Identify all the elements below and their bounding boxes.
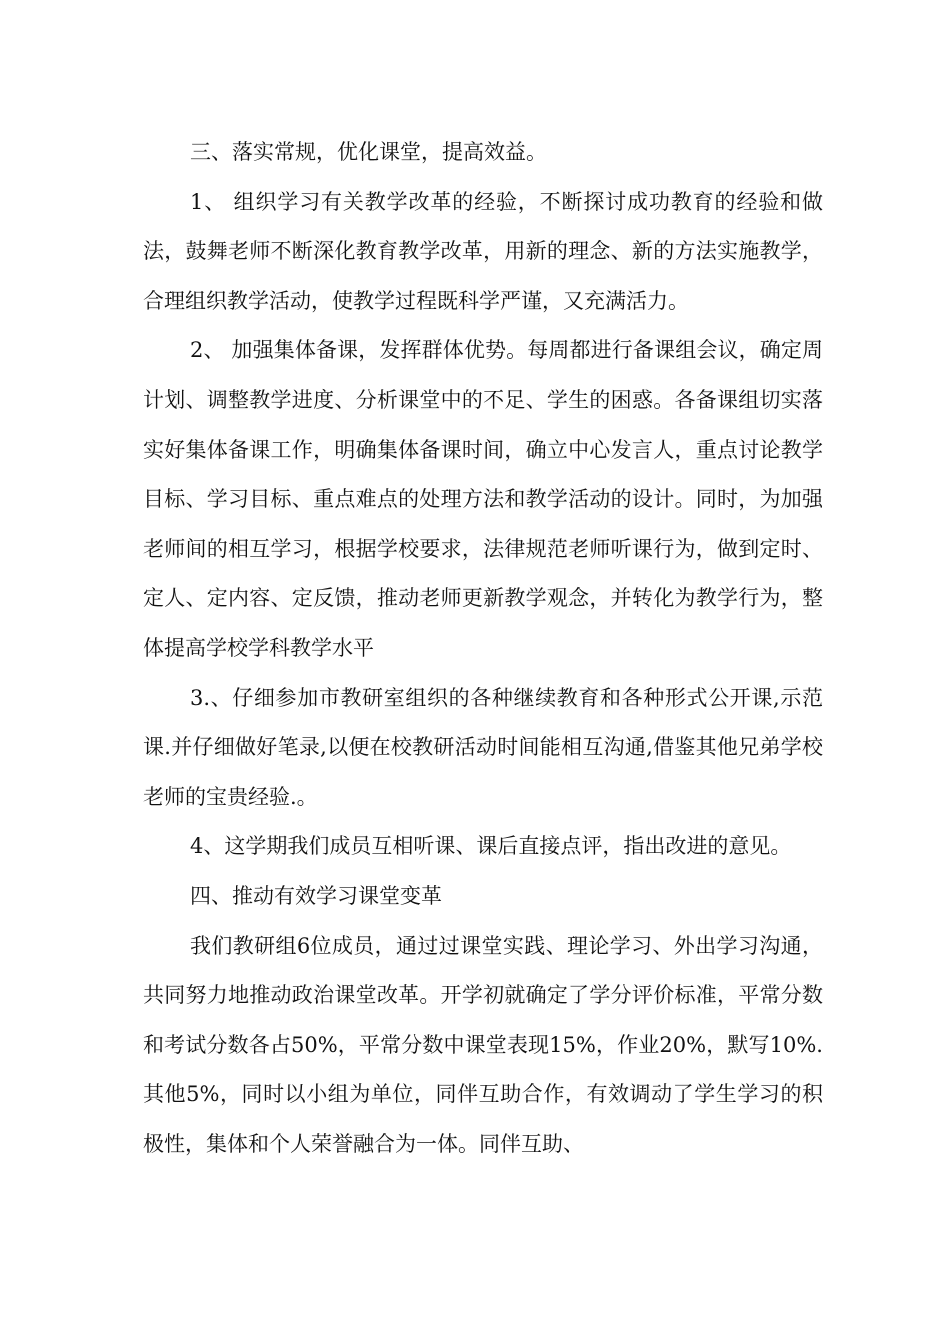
paragraph-item-1: 1、 组织学习有关教学改革的经验，不断探讨成功教育的经验和做法，鼓舞老师不断深化教育教学改革，用新的理念、新的方法实施教学，合理组织教学活动，使教学过程既科学严谨，又充满活力。 — [143, 189, 823, 313]
section-heading-4: 四、推动有效学习课堂变革 — [190, 883, 442, 908]
document-body — [143, 128, 823, 1169]
paragraph-item-3: 3.、仔细参加市教研室组织的各种继续教育和各种形式公开课,示范课.并仔细做好笔录,以便在校教研活动时间能相互沟通,借鉴其他兄弟学校老师的宝贵经验.。 — [143, 685, 823, 809]
paragraph-body: 我们教研组6位成员，通过过课堂实践、理论学习、外出学习沟通，共同努力地推动政治课堂改革。开学初就确定了学分评价标准，平常分数和考试分数各占50%，平常分数中课堂表现15%，作业20%，默写10%.其他5%，同时以小组为单位，同伴互助合作，有效调动了学生学习的积极性，集体和个人荣誉融合为一体。同伴互助、 — [143, 933, 823, 1156]
section-heading-3: 三、落实常规，优化课堂，提高效益。 — [190, 140, 547, 164]
paragraph-item-2: 2、 加强集体备课，发挥群体优势。每周都进行备课组会议，确定周计划、调整教学进度、分析课堂中的不足、学生的困惑。各备课组切实落实好集体备课工作，明确集体备课时间，确立中心发言人，重点讨论教学目标、学习目标、重点难点的处理方法和教学活动的设计。同时，为加强老师间的相互学习，根据学校要求，法律规范老师听课行为，做到定时、定人、定内容、定反馈，推动老师更新教学观念，并转化为教学行为，整体提高学校学科教学水平 — [143, 338, 823, 660]
paragraph-item-4: 4、这学期我们成员互相听课、课后直接点评，指出改进的意见。 — [190, 834, 792, 859]
